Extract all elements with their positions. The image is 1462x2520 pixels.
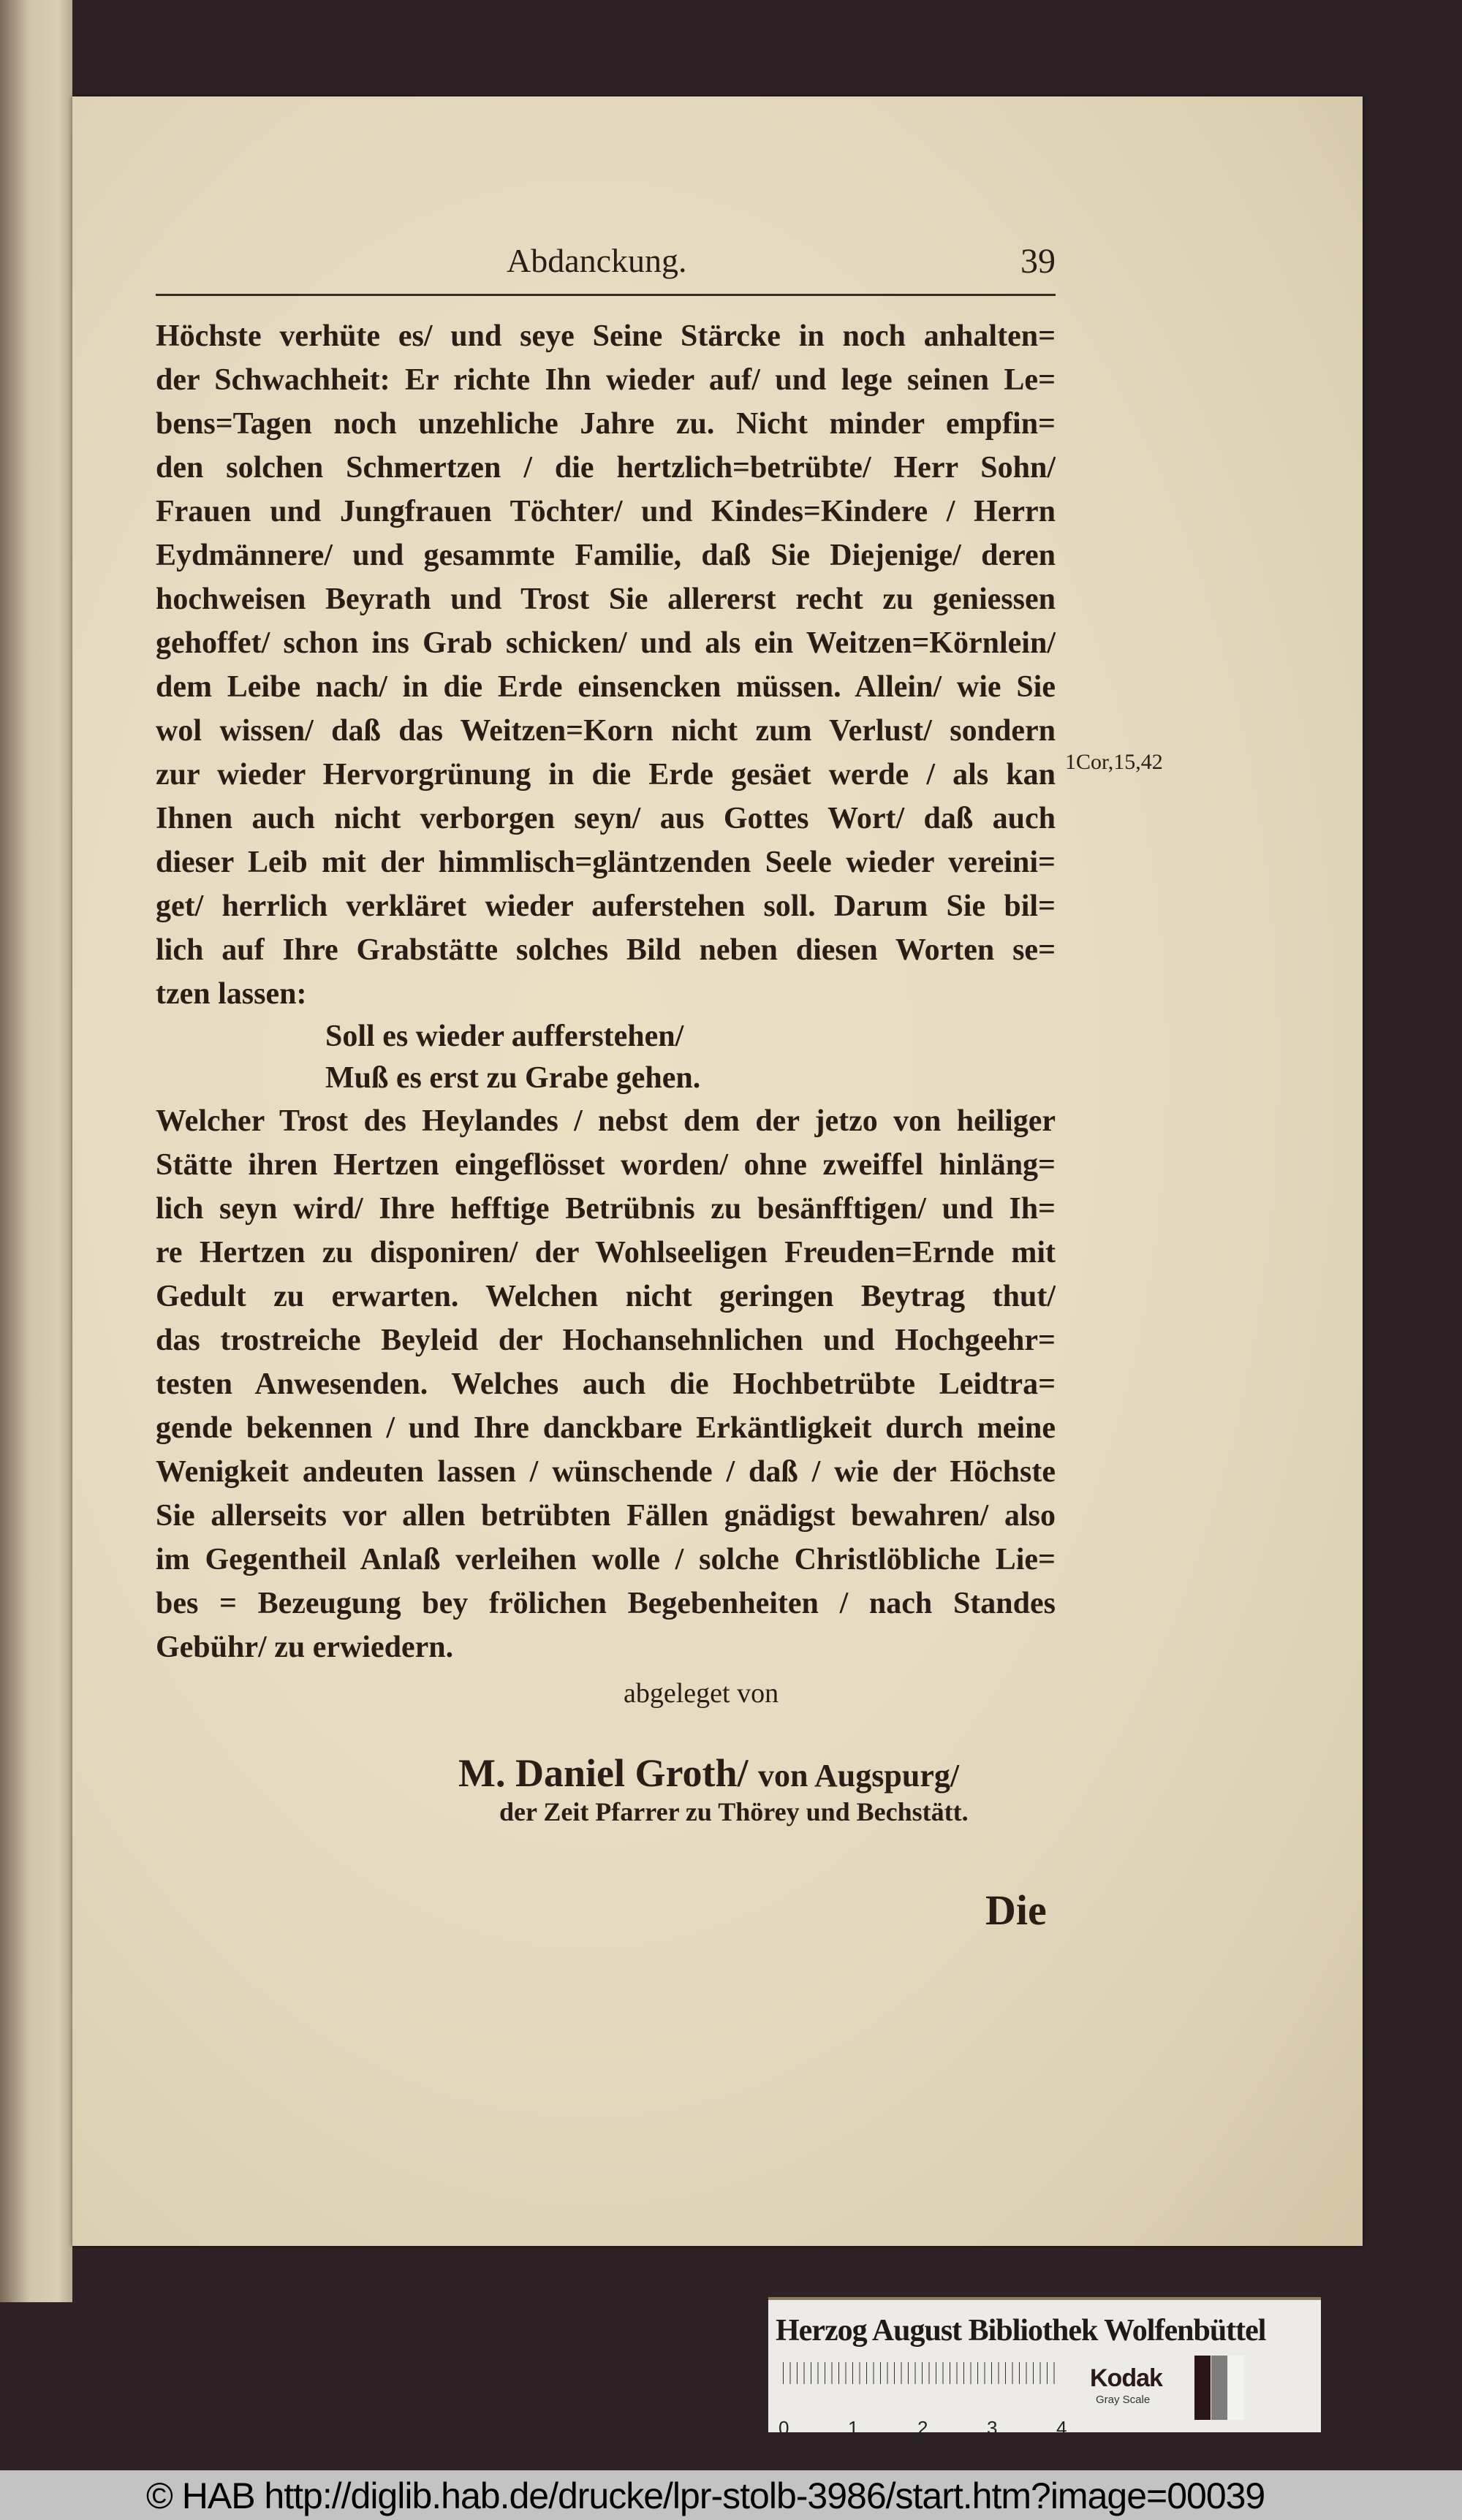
text-line: im Gegentheil Anlaß verleihen wolle / solche Christlöbliche Lie= (156, 1543, 1056, 1576)
text-line: tzen lassen: (156, 977, 307, 1011)
author-office: der Zeit Pfarrer zu Thörey und Bechstätt. (499, 1797, 969, 1826)
text-line: Gebühr/ zu erwiedern. (156, 1631, 454, 1664)
author-signature (458, 1750, 959, 1796)
copyright-url: © HAB http://diglib.hab.de/drucke/lpr-stolb-3986/start.htm?image=00039 (146, 2475, 1265, 2516)
poem-line: Soll es wieder aufferstehen/ (325, 1020, 684, 1053)
ruler-tick: 3 (987, 2417, 998, 2439)
body-text (156, 314, 1056, 1669)
text-line: gehoffet/ schon ins Grab schicken/ und als ein Weitzen=Körnlein/ (156, 626, 1056, 660)
ruler-tick: 2 (917, 2417, 928, 2439)
text-line: re Hertzen zu disponiren/ der Wohlseeligen Freuden=Ernde mit (156, 1236, 1056, 1270)
author-name: M. Daniel Groth/ (458, 1751, 749, 1795)
black-swatch (1194, 2356, 1211, 2420)
text-line: Ihnen auch nicht verborgen seyn/ aus Gottes Wort/ daß auch (156, 802, 1056, 835)
catchword: Die (985, 1886, 1047, 1934)
running-title: Abdanckung. (507, 242, 687, 279)
text-line: dieser Leib mit der himmlisch=gläntzenden Seele wieder vereini= (156, 846, 1056, 879)
library-name: Herzog August Bibliothek Wolfenbüttel (776, 2314, 1266, 2348)
color-reference-card (768, 2297, 1321, 2439)
white-swatch (1228, 2356, 1244, 2420)
kodak-logo: Kodak (1090, 2364, 1162, 2392)
text-line: Höchste verhüte es/ und seye Seine Stärcke in noch anhalten= (156, 319, 1056, 353)
gray-swatch (1211, 2356, 1227, 2420)
ruler-scale (783, 2362, 1061, 2384)
paragraph-1 (156, 314, 1056, 1016)
text-line: bes = Bezeugung bey frölichen Begebenheiten / nach Standes (156, 1587, 1056, 1620)
text-line: Gedult zu erwarten. Welchen nicht geringen Beytrag thut/ (156, 1280, 1056, 1313)
text-line: dem Leibe nach/ in die Erde einsencken müssen. Allein/ wie Sie (156, 670, 1056, 704)
author-origin: von Augspurg/ (757, 1758, 960, 1794)
paragraph-2 (156, 1099, 1056, 1669)
text-line: Frauen und Jungfrauen Töchter/ und Kindes=Kindere / Herrn (156, 495, 1056, 528)
ruler-tick: 4 (1056, 2417, 1067, 2439)
text-line: lich auf Ihre Grabstätte solches Bild neben diesen Worten se= (156, 933, 1056, 967)
text-line: Stätte ihren Hertzen eingeflösset worden/ ohne zweiffel hinläng= (156, 1148, 1056, 1182)
text-line: Sie allerseits vor allen betrübten Fällen gnädigst bewahren/ also (156, 1499, 1056, 1533)
text-line: hochweisen Beyrath und Trost Sie allererst recht zu geniessen (156, 582, 1056, 616)
facing-page-edge (0, 0, 72, 2302)
running-header (156, 241, 1056, 285)
abgeleget-von: abgeleget von (624, 1678, 779, 1709)
text-line: gende bekennen / und Ihre danckbare Erkäntligkeit durch meine (156, 1411, 1056, 1445)
text-line: bens=Tagen noch unzehliche Jahre zu. Nicht minder empfin= (156, 407, 1056, 441)
text-line: der Schwachheit: Er richte Ihn wieder auf/ und lege seinen Le= (156, 363, 1056, 397)
ruler-tick: 0 (779, 2417, 789, 2439)
text-line: lich seyn wird/ Ihre hefftige Betrübnis zu besänfftigen/ und Ih= (156, 1192, 1056, 1226)
ruler-tick: 1 (848, 2417, 859, 2439)
text-line: wol wissen/ daß das Weitzen=Korn nicht zum Verlust/ sondern (156, 714, 1056, 748)
gray-scale-label: Gray Scale (1096, 2394, 1151, 2406)
text-line: zur wieder Hervorgrünung in die Erde gesäet werde / als kan (156, 758, 1056, 792)
text-line: das trostreiche Beyleid der Hochansehnlichen und Hochgeehr= (156, 1324, 1056, 1357)
header-rule (156, 294, 1056, 296)
text-line: Wenigkeit andeuten lassen / wünschende / daß / wie der Höchste (156, 1455, 1056, 1489)
poem-line: Muß es erst zu Grabe gehen. (325, 1061, 701, 1095)
margin-note: 1Cor,15,42 (1065, 750, 1163, 774)
text-line: Welcher Trost des Heylandes / nebst dem der jetzo von heiliger (156, 1104, 1056, 1138)
text-line: Eydmännere/ und gesammte Familie, daß Sie Diejenige/ deren (156, 539, 1056, 572)
text-line: get/ herrlich verkläret wieder auferstehen soll. Darum Sie bil= (156, 889, 1056, 923)
copyright-footer (0, 2470, 1462, 2520)
text-line: den solchen Schmertzen / die hertzlich=betrübte/ Herr Sohn/ (156, 451, 1056, 485)
page-number: 39 (1020, 242, 1056, 281)
text-line: testen Anwesenden. Welches auch die Hochbetrübte Leidtra= (156, 1367, 1056, 1401)
